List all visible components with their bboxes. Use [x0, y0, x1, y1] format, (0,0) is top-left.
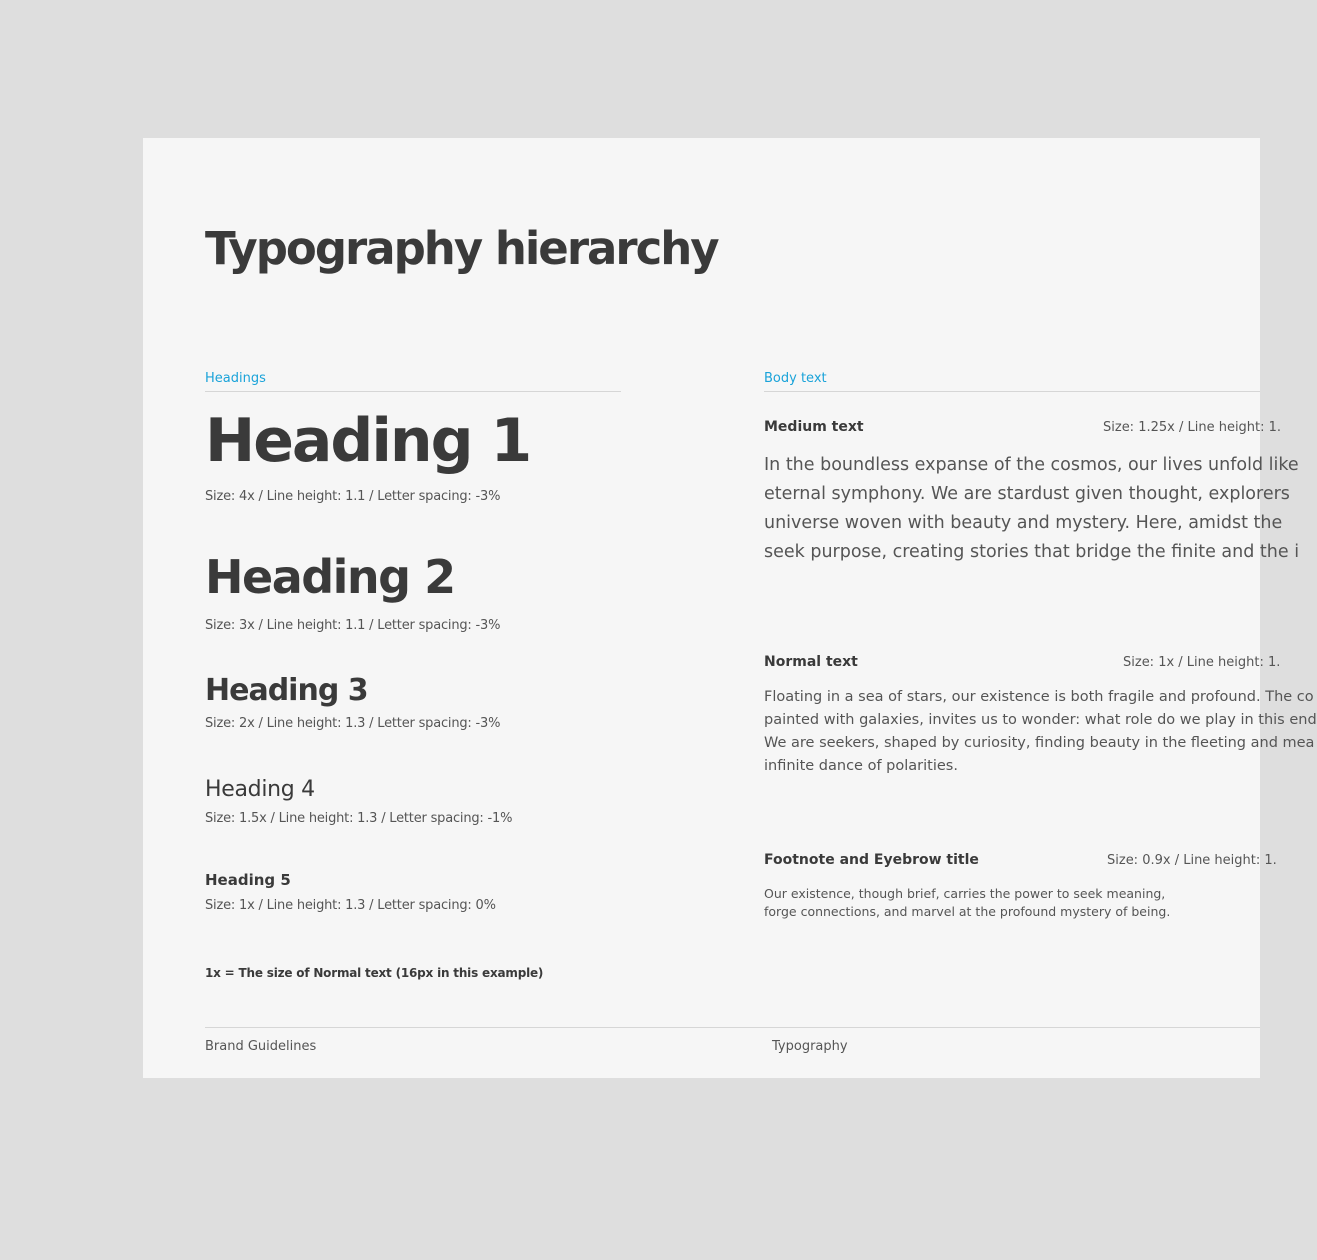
headings-divider	[205, 391, 621, 392]
heading-4-sample: Heading 4	[205, 777, 315, 802]
heading-1-spec: Size: 4x / Line height: 1.1 / Letter spacing: -3%	[205, 489, 501, 504]
heading-3-spec: Size: 2x / Line height: 1.3 / Letter spacing: -3%	[205, 716, 501, 731]
footer-divider	[205, 1027, 1260, 1028]
medium-text-spec: Size: 1.25x / Line height: 1.	[1103, 420, 1282, 435]
page-title: Typography hierarchy	[205, 222, 718, 275]
heading-2-spec: Size: 3x / Line height: 1.1 / Letter spacing: -3%	[205, 618, 501, 633]
footnote-paragraph	[764, 885, 1170, 921]
normal-text-paragraph	[764, 686, 1317, 778]
footnote-spec: Size: 0.9x / Line height: 1.	[1107, 853, 1277, 868]
heading-1-sample: Heading 1	[205, 406, 531, 476]
paragraph-line: eternal symphony. We are stardust given thought, explorers	[764, 484, 1290, 504]
heading-5-spec: Size: 1x / Line height: 1.3 / Letter spacing: 0%	[205, 898, 496, 913]
headings-section-label: Headings	[205, 371, 266, 386]
paragraph-line: forge connections, and marvel at the profound mystery of being.	[764, 904, 1171, 919]
footnote-title: Footnote and Eyebrow title	[764, 852, 979, 868]
paragraph-line: Our existence, though brief, carries the power to seek meaning,	[764, 886, 1166, 901]
heading-5-sample: Heading 5	[205, 871, 291, 889]
normal-text-title: Normal text	[764, 654, 858, 670]
paragraph-line: infinite dance of polarities.	[764, 758, 958, 774]
paragraph-line: Floating in a sea of stars, our existence is both fragile and profound. The co	[764, 689, 1314, 705]
normal-text-spec: Size: 1x / Line height: 1.	[1123, 655, 1281, 670]
heading-4-spec: Size: 1.5x / Line height: 1.3 / Letter spacing: -1%	[205, 811, 513, 826]
heading-3-sample: Heading 3	[205, 673, 368, 708]
footer-section-label: Typography	[772, 1039, 848, 1054]
body-divider	[764, 391, 1260, 392]
paragraph-line: painted with galaxies, invites us to wonder: what role do we play in this end	[764, 712, 1317, 728]
body-section-label: Body text	[764, 371, 827, 386]
medium-text-paragraph	[764, 451, 1299, 567]
paragraph-line: universe woven with beauty and mystery. Here, amidst the	[764, 513, 1283, 533]
paragraph-line: We are seekers, shaped by curiosity, finding beauty in the fleeting and mea	[764, 735, 1315, 751]
heading-2-sample: Heading 2	[205, 550, 455, 604]
medium-text-title: Medium text	[764, 419, 864, 435]
size-note: 1x = The size of Normal text (16px in this example)	[205, 966, 544, 980]
footer-brand-label: Brand Guidelines	[205, 1039, 317, 1054]
paragraph-line: In the boundless expanse of the cosmos, our lives unfold like	[764, 455, 1299, 475]
paragraph-line: seek purpose, creating stories that bridge the finite and the i	[764, 542, 1300, 562]
guideline-page	[143, 138, 1317, 1078]
